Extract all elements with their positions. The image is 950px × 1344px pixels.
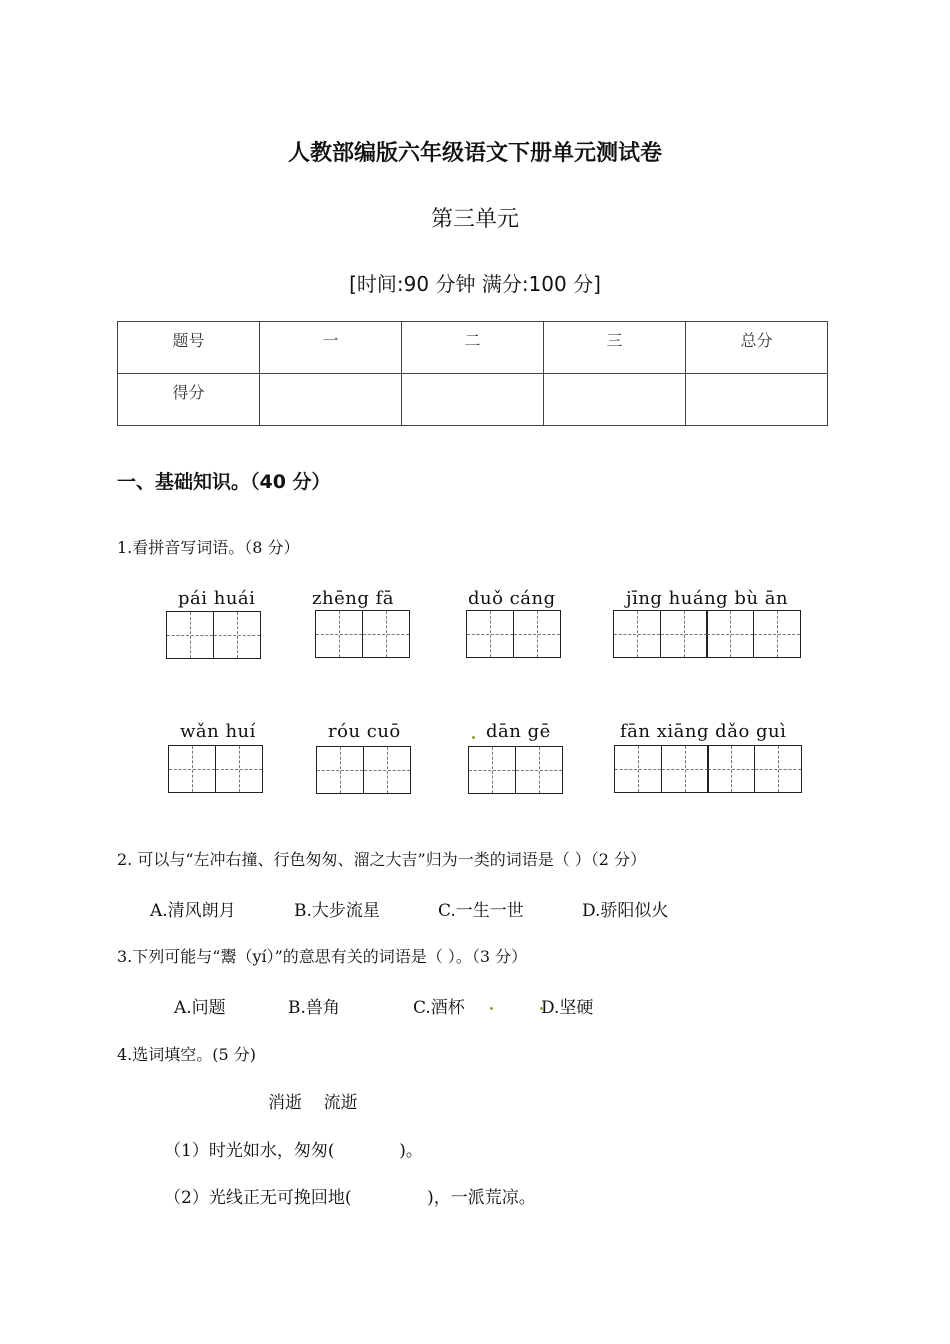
- writing-cell[interactable]: [660, 610, 708, 658]
- writing-cell[interactable]: [754, 745, 802, 793]
- pinyin-label: dān gē: [486, 721, 551, 742]
- writing-grid[interactable]: [168, 745, 261, 793]
- pinyin-label: wǎn huí: [180, 721, 256, 742]
- score-input-cell[interactable]: [544, 374, 686, 426]
- stray-dot-mark: [472, 736, 475, 739]
- option-b[interactable]: B.大步流星: [294, 901, 380, 921]
- writing-cell[interactable]: [707, 745, 755, 793]
- writing-cell[interactable]: [168, 745, 216, 793]
- writing-cell[interactable]: [613, 610, 661, 658]
- question-1: 1.看拼音写词语。（8 分）: [117, 538, 300, 557]
- fill-blank-item[interactable]: （2）光线正无可挽回地( )，一派荒凉。: [164, 1188, 536, 1208]
- option-d[interactable]: D.骄阳似火: [582, 901, 669, 921]
- question-3: 3.下列可能与“鬻（yí）”的意思有关的词语是（ ）。（3 分）: [117, 947, 528, 966]
- writing-cell[interactable]: [466, 610, 514, 658]
- score-cell: 一: [260, 322, 402, 374]
- score-table-header-row: [118, 322, 828, 374]
- time-info: [时间:90 分钟 满分:100 分]: [349, 272, 601, 296]
- writing-cell[interactable]: [213, 611, 261, 659]
- page-title: 人教部编版六年级语文下册单元测试卷: [287, 141, 662, 166]
- pinyin-label: róu cuō: [328, 721, 401, 742]
- writing-cell[interactable]: [215, 745, 263, 793]
- writing-cell[interactable]: [706, 610, 754, 658]
- writing-grid[interactable]: [316, 746, 409, 794]
- writing-grid[interactable]: [315, 610, 408, 658]
- score-cell: 题号: [118, 322, 260, 374]
- question-4: 4.选词填空。(5 分): [117, 1045, 257, 1064]
- option-b[interactable]: B.兽角: [288, 998, 340, 1018]
- option-c[interactable]: C.一生一世: [438, 901, 524, 921]
- score-input-cell[interactable]: [402, 374, 544, 426]
- option-c[interactable]: C.酒杯: [413, 998, 465, 1018]
- score-table: [117, 321, 828, 426]
- writing-grid[interactable]: [468, 746, 561, 794]
- pinyin-label: zhēng fā: [312, 588, 394, 609]
- writing-cell[interactable]: [166, 611, 214, 659]
- writing-cell[interactable]: [316, 746, 364, 794]
- score-cell: 三: [544, 322, 686, 374]
- writing-cell[interactable]: [315, 610, 363, 658]
- writing-cell[interactable]: [362, 610, 410, 658]
- writing-grid[interactable]: [613, 610, 799, 658]
- pinyin-label: fān xiāng dǎo guì: [620, 721, 787, 742]
- writing-cell[interactable]: [363, 746, 411, 794]
- writing-cell[interactable]: [468, 746, 516, 794]
- pinyin-label: pái huái: [178, 588, 256, 609]
- score-table-score-row: [118, 374, 828, 426]
- score-input-cell[interactable]: [260, 374, 402, 426]
- writing-cell[interactable]: [661, 745, 709, 793]
- section-heading: 一、基础知识。（40 分）: [117, 471, 331, 493]
- option-d[interactable]: D.坚硬: [541, 998, 594, 1018]
- writing-cell[interactable]: [614, 745, 662, 793]
- score-cell: 总分: [686, 322, 828, 374]
- question-2: 2. 可以与“左冲右撞、行色匆匆、溜之大吉”归为一类的词语是（ ）（2 分）: [117, 850, 647, 869]
- option-a[interactable]: A.清风朗月: [150, 901, 236, 921]
- writing-cell[interactable]: [515, 746, 563, 794]
- option-a[interactable]: A.问题: [174, 998, 226, 1018]
- pinyin-label: duǒ cáng: [468, 588, 556, 609]
- unit-subtitle: 第三单元: [430, 207, 519, 232]
- writing-grid[interactable]: [166, 611, 259, 659]
- word-choices: 消逝 流逝: [268, 1093, 358, 1113]
- writing-cell[interactable]: [513, 610, 561, 658]
- score-cell: 二: [402, 322, 544, 374]
- score-cell: 得分: [118, 374, 260, 426]
- stray-dot-mark: [490, 1007, 493, 1010]
- writing-grid[interactable]: [614, 745, 800, 793]
- pinyin-label: jīng huáng bù ān: [626, 588, 789, 609]
- writing-cell[interactable]: [753, 610, 801, 658]
- score-input-cell[interactable]: [686, 374, 828, 426]
- writing-grid[interactable]: [466, 610, 559, 658]
- fill-blank-item[interactable]: （1）时光如水，匆匆( )。: [164, 1141, 423, 1161]
